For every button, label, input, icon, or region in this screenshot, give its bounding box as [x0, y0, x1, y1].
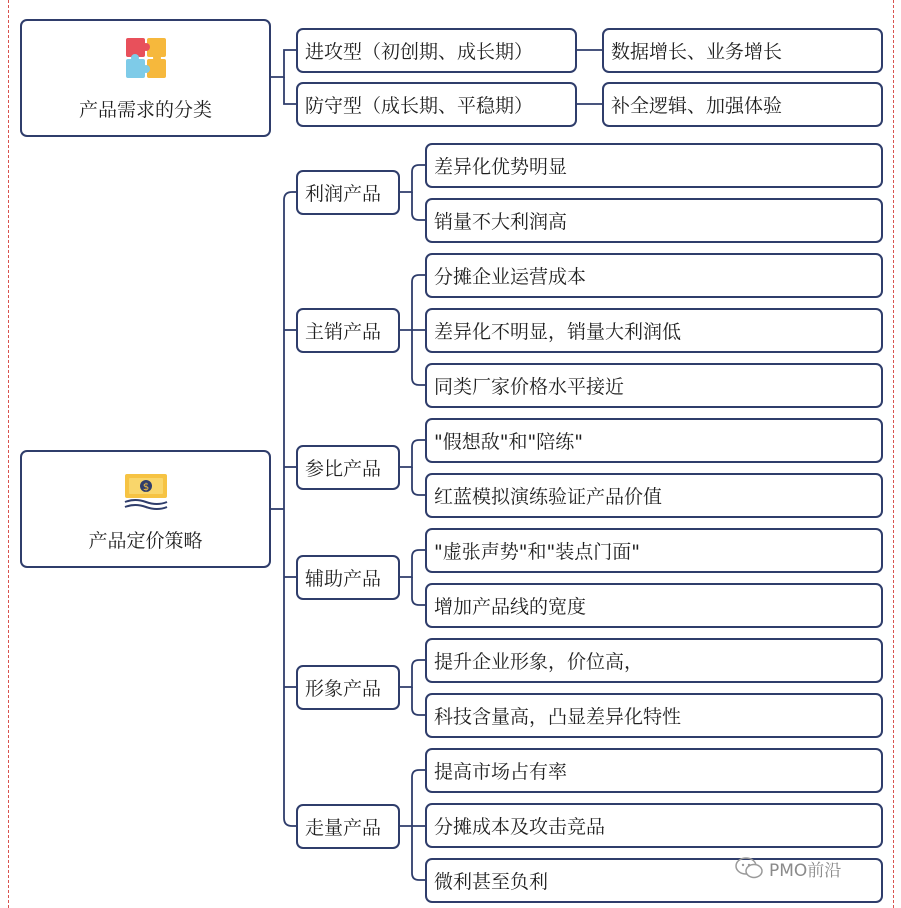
- leaf-item[interactable]: [425, 308, 883, 353]
- leaf-label: 提高市场占有率: [434, 761, 568, 783]
- node-label: 主销产品: [305, 321, 382, 343]
- node-offensive[interactable]: [296, 28, 577, 73]
- root-node-pricing-strategy[interactable]: [20, 450, 271, 568]
- node-benchmark-product[interactable]: [296, 445, 400, 490]
- watermark: [735, 855, 875, 881]
- puzzle-icon: [123, 35, 169, 81]
- svg-text:$: $: [142, 481, 149, 493]
- node-label: 辅助产品: [305, 568, 382, 590]
- node-main-sales-product[interactable]: [296, 308, 400, 353]
- leaf-label: 红蓝模拟演练验证产品价值: [434, 486, 663, 508]
- node-defensive[interactable]: [296, 82, 577, 127]
- node-label: 防守型（成长期、平稳期）: [305, 95, 534, 117]
- node-profit-product[interactable]: [296, 170, 400, 215]
- node-label: 利润产品: [305, 183, 382, 205]
- leaf-label: 分摊成本及攻击竞品: [434, 816, 606, 838]
- root-node-requirement-types[interactable]: [20, 19, 271, 137]
- node-auxiliary-product[interactable]: [296, 555, 400, 600]
- leaf-label: 微利甚至负利: [434, 871, 549, 893]
- leaf-label: 差异化不明显，销量大利润低: [434, 321, 682, 343]
- node-label: 形象产品: [305, 678, 382, 700]
- leaf-label: 提升企业形象，价位高，: [434, 651, 644, 673]
- leaf-item[interactable]: [425, 143, 883, 188]
- leaf-item[interactable]: [425, 638, 883, 683]
- leaf-label: "假想敌"和"陪练": [434, 431, 583, 453]
- root-label: 产品需求的分类: [78, 98, 212, 121]
- leaf-item[interactable]: [425, 198, 883, 243]
- node-label: 参比产品: [305, 458, 382, 480]
- node-volume-product[interactable]: [296, 804, 400, 849]
- leaf-label: 科技含量高，凸显差异化特性: [434, 706, 682, 728]
- leaf-label: 补全逻辑、加强体验: [611, 95, 783, 117]
- leaf-label: 同类厂家价格水平接近: [434, 376, 625, 398]
- node-image-product[interactable]: [296, 665, 400, 710]
- leaf-item[interactable]: [425, 418, 883, 463]
- leaf-label: 数据增长、业务增长: [611, 41, 783, 63]
- root-label: 产品定价策略: [88, 529, 203, 552]
- leaf-item[interactable]: [425, 528, 883, 573]
- leaf-item[interactable]: [425, 583, 883, 628]
- leaf-item[interactable]: [425, 473, 883, 518]
- leaf-item[interactable]: [425, 748, 883, 793]
- leaf-label: 分摊企业运营成本: [434, 266, 587, 288]
- leaf-item[interactable]: [425, 693, 883, 738]
- leaf-growth[interactable]: [602, 28, 883, 73]
- node-label: 进攻型（初创期、成长期）: [305, 41, 534, 63]
- leaf-label: "虚张声势"和"装点门面": [434, 541, 640, 563]
- wechat-icon: [735, 857, 763, 879]
- money-icon: [123, 466, 169, 512]
- leaf-label: 差异化优势明显: [434, 156, 568, 178]
- leaf-experience[interactable]: [602, 82, 883, 127]
- leaf-item[interactable]: [425, 253, 883, 298]
- node-label: 走量产品: [305, 817, 382, 839]
- leaf-item[interactable]: [425, 363, 883, 408]
- leaf-label: 增加产品线的宽度: [434, 596, 587, 618]
- leaf-label: 销量不大利润高: [434, 211, 568, 233]
- leaf-item[interactable]: [425, 803, 883, 848]
- watermark-text: PMO前沿: [769, 860, 842, 881]
